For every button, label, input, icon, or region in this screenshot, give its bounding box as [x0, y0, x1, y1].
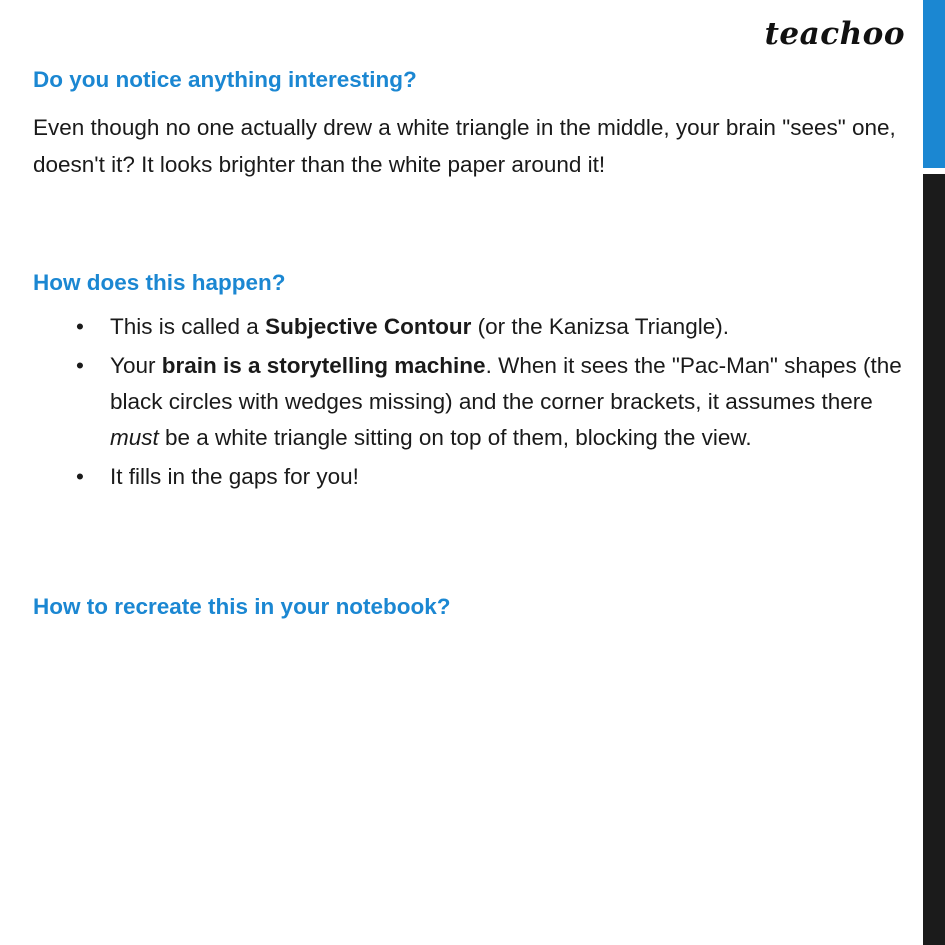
- heading-recreate: How to recreate this in your notebook?: [33, 594, 451, 620]
- list-item-text: This is called a Subjective Contour (or the Kanizsa Triangle).: [110, 314, 729, 340]
- right-edge-accent-bar: [923, 0, 945, 168]
- bullet-icon: •: [76, 314, 84, 340]
- paragraph-notice: Even though no one actually drew a white triangle in the middle, your brain "sees" one, doesn't it? It looks brighter than the white paper around it!: [33, 115, 896, 177]
- right-edge-bar-gap: [923, 168, 945, 174]
- list-item-text: It fills in the gaps for you!: [110, 463, 359, 489]
- slide-content: [33, 66, 903, 621]
- list-item-text: Your brain is a storytelling machine. When it sees the "Pac-Man" shapes (the black circles with wedges missing) and the corner brackets, it assumes there must be a white triangle sitting on top of them, blocking the view.: [110, 352, 902, 451]
- spacer: [33, 94, 903, 110]
- bullet-icon: •: [76, 352, 84, 378]
- spacer: [33, 297, 903, 309]
- spacer: [33, 497, 903, 593]
- list-item: [33, 348, 903, 457]
- bullet-icon: •: [76, 463, 84, 489]
- spacer: [33, 183, 903, 269]
- list-item: [33, 309, 903, 345]
- list-item: [33, 459, 903, 495]
- bullet-list-how: [33, 309, 903, 495]
- teachoo-logo: teachoo: [764, 16, 905, 52]
- heading-notice: Do you notice anything interesting?: [33, 67, 417, 92]
- heading-how: How does this happen?: [33, 270, 286, 295]
